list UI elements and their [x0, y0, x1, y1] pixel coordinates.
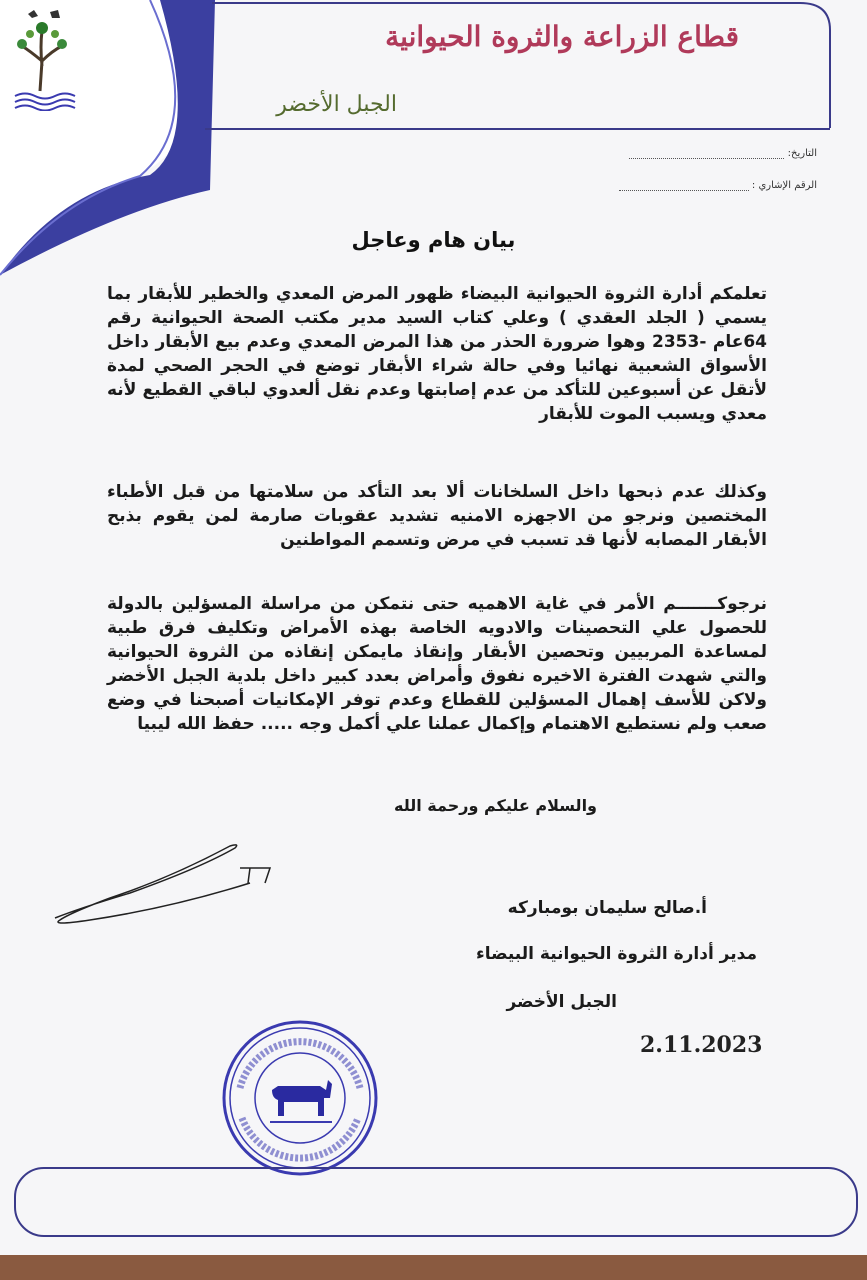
ministry-logo — [10, 6, 80, 111]
letter-date: 2.11.2023 — [640, 1032, 763, 1058]
header-subtitle: الجبل الأخضر — [276, 92, 397, 117]
signatory-role: مدير أدارة الثروة الحيوانية البيضاء — [476, 944, 757, 964]
reference-field — [619, 180, 817, 191]
paragraph-3: نرجوكـــــــم الأمر في غاية الاهميه حتى نتمكن من مراسلة المسؤلين بالدولة للحصول علي التحصينات والادويه الخاصة بهذه الأمراض وتكليف فرق طبية لمساعدة المربيين وتحصين الأبقار وإنقاذ مايمكن إنقاذه من الثروة الحيوانية والتي شهدت الفترة الاخيره نفوق وأمراض بعدد كبير داخل بلدية الجبل الأخضر ولاكن للأسف إهمال المسؤلين للقطاع وعدم توفر الإمكانيات أصبحنا في وضع صعب ولم نستطيع الاهتمام وإكمال عملنا علي أكمل وجه ..... حفظ الله ليبيا — [107, 594, 767, 734]
signatory-name: أ.صالح سليمان بومباركه — [507, 898, 707, 918]
letter-heading: بيان هام وعاجل — [351, 228, 516, 252]
paragraph-2: وكذلك عدم ذبحها داخل السلخانات ألا بعد التأكد من سلامتها من قبل الأطباء المختصين ونرجو من الاجهزه الامنيه تشديد عقوبات صارمة لمن يقوم بذبح الأبقار المصابه لأنها قد تسبب في مرض وتسمم المواطنين — [107, 482, 767, 550]
official-stamp — [220, 1018, 380, 1178]
date-field — [629, 148, 817, 159]
closing-greeting: والسلام عليكم ورحمة الله — [394, 796, 597, 815]
header-title: قطاع الزراعة والثروة الحيوانية — [385, 20, 739, 53]
background-edge — [0, 1255, 867, 1280]
reference-dots — [619, 190, 749, 191]
date-dots — [629, 158, 784, 159]
header-divider — [205, 128, 830, 130]
handwritten-signature — [50, 838, 300, 928]
reference-label: الرقم الإشاري : — [751, 180, 817, 191]
date-label: التاريخ: — [787, 148, 817, 159]
signatory-place: الجبل الأخضر — [506, 992, 617, 1012]
footer-frame — [14, 1167, 858, 1237]
paragraph-1: تعلمكم أدارة الثروة الحيوانية البيضاء ظهور المرض المعدي والخطير للأبقار بما يسمي ( الجلد العقدي ) وعلي كتاب السيد مدير مكتب الصحة الحيوانية رقم 64عام -2353 وهوا ضرورة الحذر من هذا المرض المعدي وعدم بيع الأبقار داخل الأسواق الشعبية نهائيا وفي حالة شراء الأبقار توضع في الحجر الصحي لمدة لأتقل عن أسبوعين للتأكد من عدم إصابتها وعدم نقل ألعدوي لباقي القطيع لأنه معدي ويسبب الموت للأبقار — [107, 284, 767, 424]
